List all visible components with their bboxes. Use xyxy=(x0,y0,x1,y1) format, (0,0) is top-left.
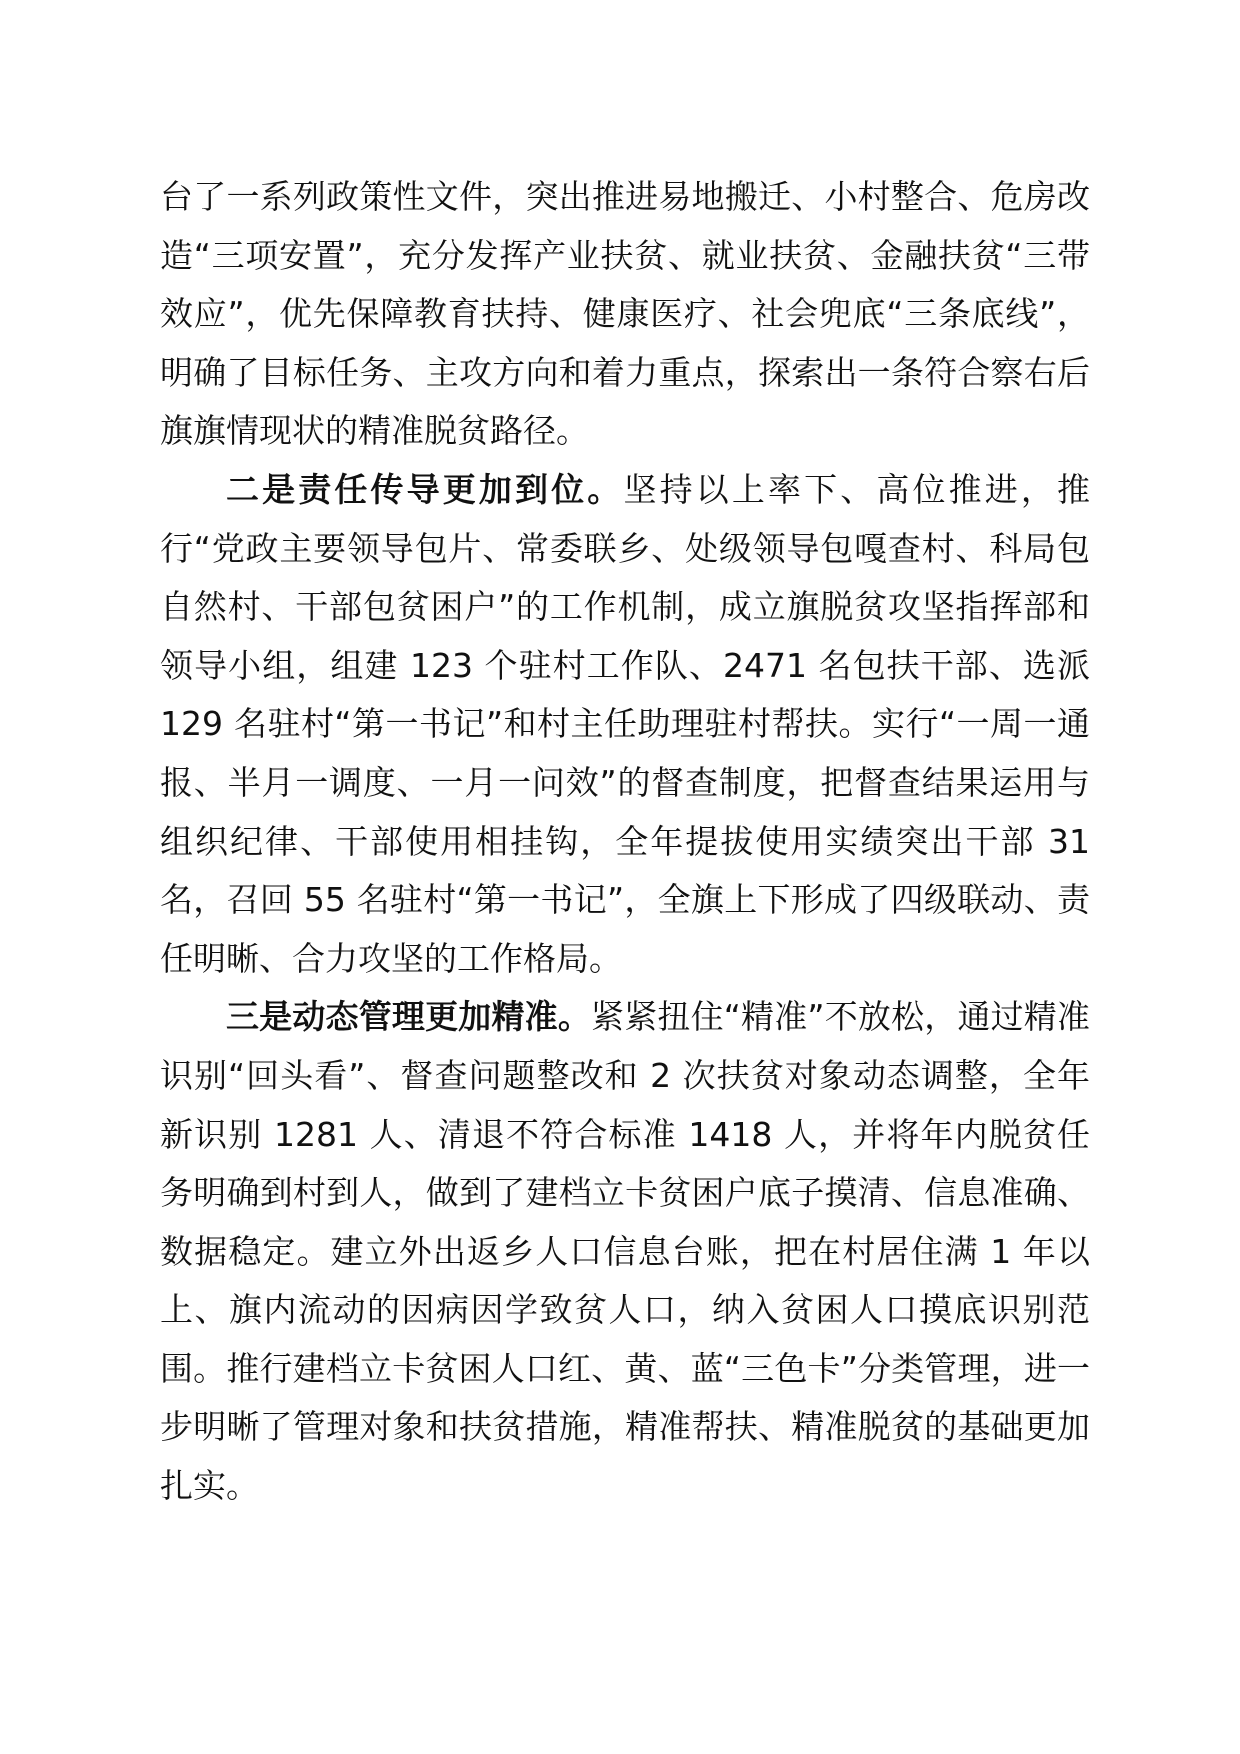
paragraph-body: 台了一系列政策性文件，突出推进易地搬迁、小村整合、危房改造“三项安置”，充分发挥产业扶贫、就业扶贫、金融扶贫“三带效应”，优先保障教育扶持、健康医疗、社会兜底“三条底线”，明确了目标任务、主攻方向和着力重点，探索出一条符合察右后旗旗情现状的精准脱贫路径。 xyxy=(160,177,1090,451)
paragraph-responsibility xyxy=(160,461,1090,988)
document-page xyxy=(160,168,1090,1516)
paragraph-heading: 三是动态管理更加精准。 xyxy=(226,997,592,1037)
paragraph-body: 坚持以上率下、高位推进，推行“党政主要领导包片、常委联乡、处级领导包嘎查村、科局包自然村、干部包贫困户”的工作机制，成立旗脱贫攻坚指挥部和领导小组，组建 123 个驻村工作队、2471 名包扶干部、选派 129 名驻村“第一书记”和村主任助理驻村帮扶。实行“一周一通报、半月一调度、一月一问效”的督查制度，把督查结果运用与组织纪律、干部使用相挂钩，全年提拔使用实绩突出干部 31 名，召回 55 名驻村“第一书记”，全旗上下形成了四级联动、责任明晰、合力攻坚的工作格局。 xyxy=(160,469,1091,978)
paragraph-body: 紧紧扭住“精准”不放松，通过精准识别“回头看”、督查问题整改和 2 次扶贫对象动态调整，全年新识别 1281 人、清退不符合标准 1418 人，并将年内脱贫任务明确到村到人，做到了建档立卡贫困户底子摸清、信息准确、数据稳定。建立外出返乡人口信息台账，把在村居住满 1 年以上、旗内流动的因病因学致贫人口，纳入贫困人口摸底识别范围。推行建档立卡贫困人口红、黄、蓝“三色卡”分类管理，进一步明晰了管理对象和扶贫措施，精准帮扶、精准脱贫的基础更加扎实。 xyxy=(160,997,1090,1506)
paragraph-continuation xyxy=(160,168,1090,461)
paragraph-heading: 二是责任传导更加到位。 xyxy=(226,469,624,509)
paragraph-dynamic-management xyxy=(160,988,1090,1515)
